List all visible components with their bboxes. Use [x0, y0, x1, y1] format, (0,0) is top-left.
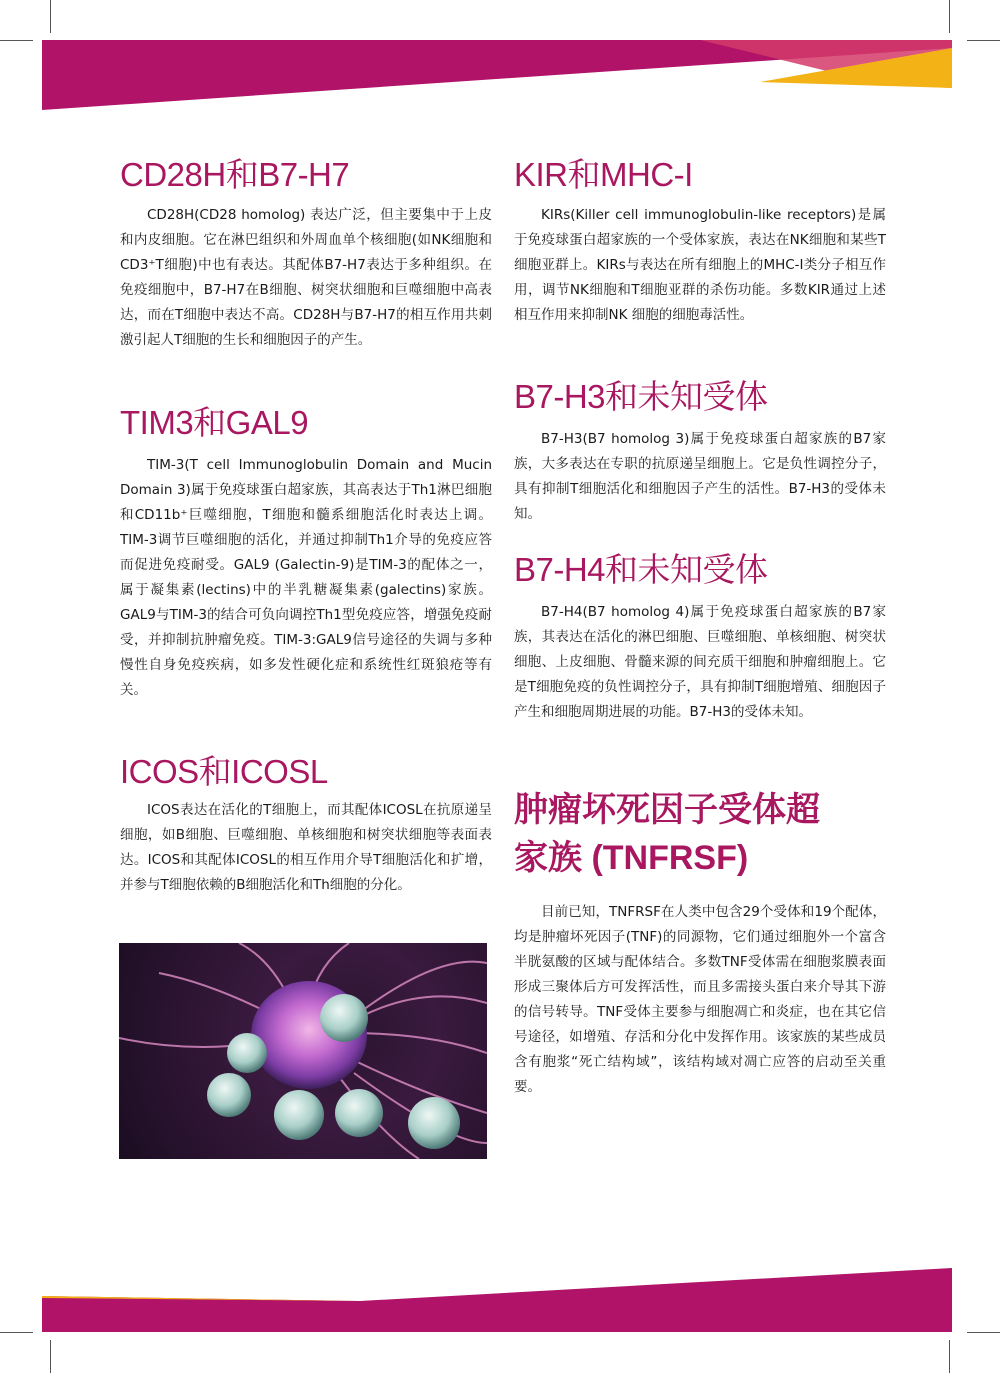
section-title-line2: 家族 (TNFRSF) [514, 839, 749, 877]
top-banner [0, 40, 1000, 112]
section-icos [120, 752, 492, 898]
section-body: TIM-3(T cell Immunoglobulin Domain and Mucin Domain 3)属于免疫球蛋白超家族，其高表达于Th1淋巴细胞和CD11b⁺巨噬细胞，T细胞和髓系细胞活化时表达上调。TIM-3调节巨噬细胞的活化，并通过抑制Th1介导的免疫应答而促进免疫耐受。GAL9 (Galectin-9)是TIM-3的配体之一，属于凝集素(lectins)中的半乳糖凝集素(galectins)家族。GAL9与TIM-3的结合可负向调控Th1型免疫应答，增强免疫耐受，并抑制抗肿瘤免疫。TIM-3:GAL9信号途径的失调与多种慢性自身免疫疾病，如多发性硬化症和系统性红斑狼疮等有关。 [120, 457, 492, 698]
cell-illustration [119, 943, 487, 1159]
crop-mark [50, 1340, 51, 1373]
section-cd28h [120, 155, 492, 353]
section-title: B7-H4和未知受体 [514, 551, 768, 588]
immune-cell-image [119, 943, 487, 1159]
section-b7h4 [514, 550, 886, 725]
section-title: B7-H3和未知受体 [514, 378, 768, 415]
section-body: B7-H3(B7 homolog 3)属于免疫球蛋白超家族的B7家族，大多表达在专职的抗原递呈细胞上。它是负性调控分子，具有抑制T细胞活化和细胞因子产生的活性。B7-H3的受体未知。 [514, 431, 886, 522]
section-kir [514, 155, 886, 328]
crop-mark [949, 0, 950, 33]
section-body: 目前已知，TNFRSF在人类中包含29个受体和19个配体，均是肿瘤坏死因子(TNF)的同源物，它们通过细胞外一个富含半胱氨酸的区域与配体结合。多数TNF受体需在细胞浆膜表面形成三聚体后方可发挥活性，而且多需接头蛋白来介导其下游的信号转导。TNF受体主要参与细胞凋亡和炎症，也在其它信号途径，如增殖、存活和分化中发挥作用。该家族的某些成员含有胞浆“死亡结构域”，该结构域对凋亡应答的启动至关重要。 [514, 904, 886, 1095]
crop-mark [50, 0, 51, 33]
section-tim3 [120, 403, 492, 703]
section-title: CD28H和B7-H7 [120, 156, 350, 193]
section-title: KIR和MHC-I [514, 156, 693, 193]
section-body: ICOS表达在活化的T细胞上，而其配体ICOSL在抗原递呈细胞，如B细胞、巨噬细胞、单核细胞和树突状细胞等表面表达。ICOS和其配体ICOSL的相互作用介导T细胞活化和扩增，并参与T细胞依赖的B细胞活化和Th细胞的分化。 [120, 802, 492, 893]
section-tnfrsf [514, 786, 886, 1100]
section-body: KIRs(Killer cell immunoglobulin-like receptors)是属于免疫球蛋白超家族的一个受体家族，表达在NK细胞和某些T细胞亚群上。KIRs与表达在所有细胞上的MHC-I类分子相互作用，调节NK细胞和T细胞亚群的杀伤功能。多数KIR通过上述相互作用来抑制NK 细胞的细胞毒活性。 [514, 207, 886, 323]
section-b7h3 [514, 377, 886, 527]
bottom-banner [0, 1268, 1000, 1334]
crop-mark [949, 1340, 950, 1373]
section-body: CD28H(CD28 homolog) 表达广泛，但主要集中于上皮和内皮细胞。它在淋巴组织和外周血单个核细胞(如NK细胞和CD3⁺T细胞)中也有表达。其配体B7-H7表达于多种组织。在免疫细胞中，B7-H7在B细胞、树突状细胞和巨噬细胞中高表达，而在T细胞中表达不高。CD28H与B7-H7的相互作用共刺激引起人T细胞的生长和细胞因子的产生。 [120, 207, 492, 348]
section-title-line1: 肿瘤坏死因子受体超 [514, 791, 820, 829]
section-title: TIM3和GAL9 [120, 404, 309, 441]
section-body: B7-H4(B7 homolog 4)属于免疫球蛋白超家族的B7家族，其表达在活化的淋巴细胞、巨噬细胞、单核细胞、树突状细胞、上皮细胞、骨髓来源的间充质干细胞和肿瘤细胞上。它是T细胞免疫的负性调控分子，具有抑制T细胞增殖、细胞因子产生和细胞周期进展的功能。B7-H3的受体未知。 [514, 604, 886, 720]
section-title: ICOS和ICOSL [120, 753, 328, 790]
